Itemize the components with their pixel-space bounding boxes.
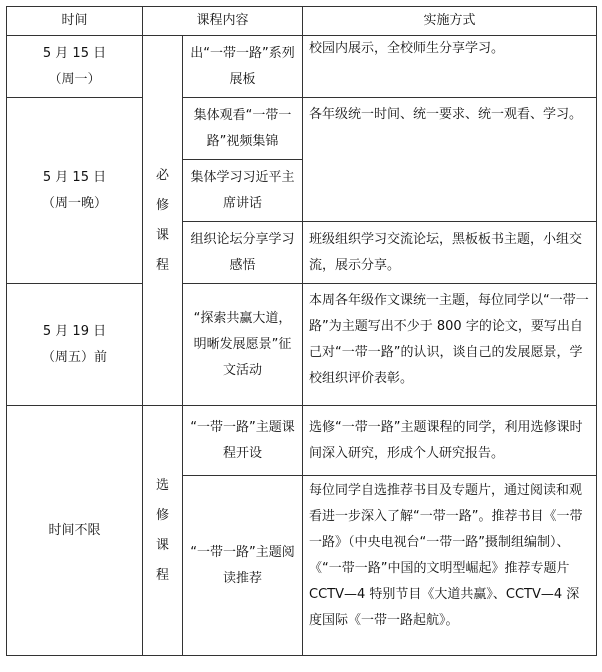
header-time: 时间 xyxy=(7,7,143,36)
method-cell: 校园内展示，全校师生分享学习。 xyxy=(303,36,597,98)
method-cell: 班级组织学习交流论坛，黑板板书主题，小组交流，展示分享。 xyxy=(303,222,597,284)
category-char: 选 xyxy=(155,477,169,493)
table-row xyxy=(7,98,597,160)
category-char: 程 xyxy=(155,567,169,583)
table-row xyxy=(7,284,597,406)
category-char: 程 xyxy=(155,257,169,273)
header-course-content: 课程内容 xyxy=(143,7,303,36)
table-row xyxy=(7,406,597,476)
category-char: 课 xyxy=(155,227,169,243)
method-cell: 各年级统一时间、统一要求、统一观看、学习。 xyxy=(303,98,597,222)
category-elective xyxy=(143,406,183,656)
course-cell: “一带一路”主题阅读推荐 xyxy=(183,476,303,656)
time-cell xyxy=(7,36,143,98)
method-cell: 每位同学自选推荐书目及专题片，通过阅读和观看进一步深入了解“一带一路”。推荐书目《一带一路》（中央电视台“一带一路”摄制组编制）、《“一带一路”中国的文明型崛起》推荐专题片 CCTV—4 特别节目《大道共赢》、CCTV—4 深度国际《一带一路起航》。 xyxy=(303,476,597,656)
method-cell: 本周各年级作文课统一主题，每位同学以“一带一路”为主题写出不少于 800 字的论文，要写出自己对“一带一路”的认识，谈自己的发展愿景，学校组织评价表彰。 xyxy=(303,284,597,406)
course-cell: “一带一路”主题课程开设 xyxy=(183,406,303,476)
course-cell: “探索共赢大道，明晰发展愿景”征文活动 xyxy=(183,284,303,406)
header-row xyxy=(7,7,597,36)
category-required xyxy=(143,36,183,406)
method-cell: 选修“一带一路”主题课程的同学，利用选修课时间深入研究，形成个人研究报告。 xyxy=(303,406,597,476)
category-char: 必 xyxy=(155,167,169,183)
header-method: 实施方式 xyxy=(303,7,597,36)
course-cell: 集体观看“一带一路”视频集锦 xyxy=(183,98,303,160)
time-text: 5 月 19 日 （周五）前 xyxy=(41,323,107,365)
schedule-table xyxy=(6,6,597,656)
category-char: 修 xyxy=(155,507,169,523)
course-cell: 集体学习习近平主席讲话 xyxy=(183,160,303,222)
time-text: 5 月 15 日 （周一） xyxy=(42,45,107,87)
time-cell xyxy=(7,98,143,284)
course-cell: 组织论坛分享学习感悟 xyxy=(183,222,303,284)
time-cell: 时间不限 xyxy=(7,406,143,656)
time-text: 5 月 15 日 （周一晚） xyxy=(41,169,107,211)
category-char: 修 xyxy=(155,197,169,213)
course-cell: 出“一带一路”系列展板 xyxy=(183,36,303,98)
table-row xyxy=(7,36,597,98)
category-char: 课 xyxy=(155,537,169,553)
time-cell xyxy=(7,284,143,406)
